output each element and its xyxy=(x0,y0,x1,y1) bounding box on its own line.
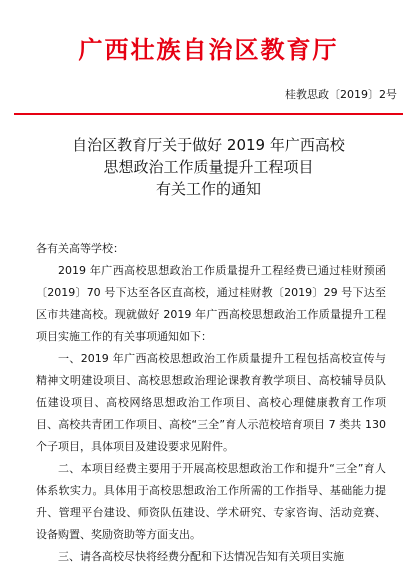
issuing-authority-header: 广西壮族自治区教育厅 xyxy=(78,35,339,64)
title-line-2: 思想政治工作质量提升工程项目 xyxy=(103,158,314,176)
document-title xyxy=(0,134,417,200)
paragraph-item-2: 二、本项目经费主要用于开展高校思想政治工作和提升“三全”育人体系软实力。具体用于高校思想政治工作所需的工作指导、基础能力提升、管理平台建设、师资队伍建设、学术研究、专家咨询、活动竞赛、设备购置、奖励资助等方面支出。 xyxy=(36,462,386,541)
paragraph-intro: 2019 年广西高校思想政治工作质量提升工程经费已通过桂财预函〔2019〕70 号下达至各区直高校，通过桂财教〔2019〕29 号下达至区市共建高校。现就做好 2019 年广西高校思想政治工作质量提升工程项目实施工作的有关事项通知如下： xyxy=(36,264,386,343)
document-number: 桂教思政〔2019〕2号 xyxy=(285,88,397,101)
paragraph-item-1: 一、2019 年广西高校思想政治工作质量提升工程包括高校宣传与精神文明建设项目、高校思想政治理论课教育教学项目、高校辅导员队伍建设项目、高校网络思想政治工作项目、高校心理健康教育工作项目、高校共青团工作项目、高校“三全”育人示范校培育项目 7 类共 130 个子项目，具体项目及建设要求见附件。 xyxy=(36,352,386,453)
salutation: 各有关高等学校： xyxy=(36,242,124,255)
paragraph-item-3: 三、请各高校尽快将经费分配和下达情况告知有关项目实施 xyxy=(58,550,344,563)
document-body xyxy=(36,238,386,568)
title-line-3: 有关工作的通知 xyxy=(155,180,261,198)
red-divider-line xyxy=(14,113,403,115)
title-line-1: 自治区教育厅关于做好 2019 年广西高校 xyxy=(72,136,345,154)
